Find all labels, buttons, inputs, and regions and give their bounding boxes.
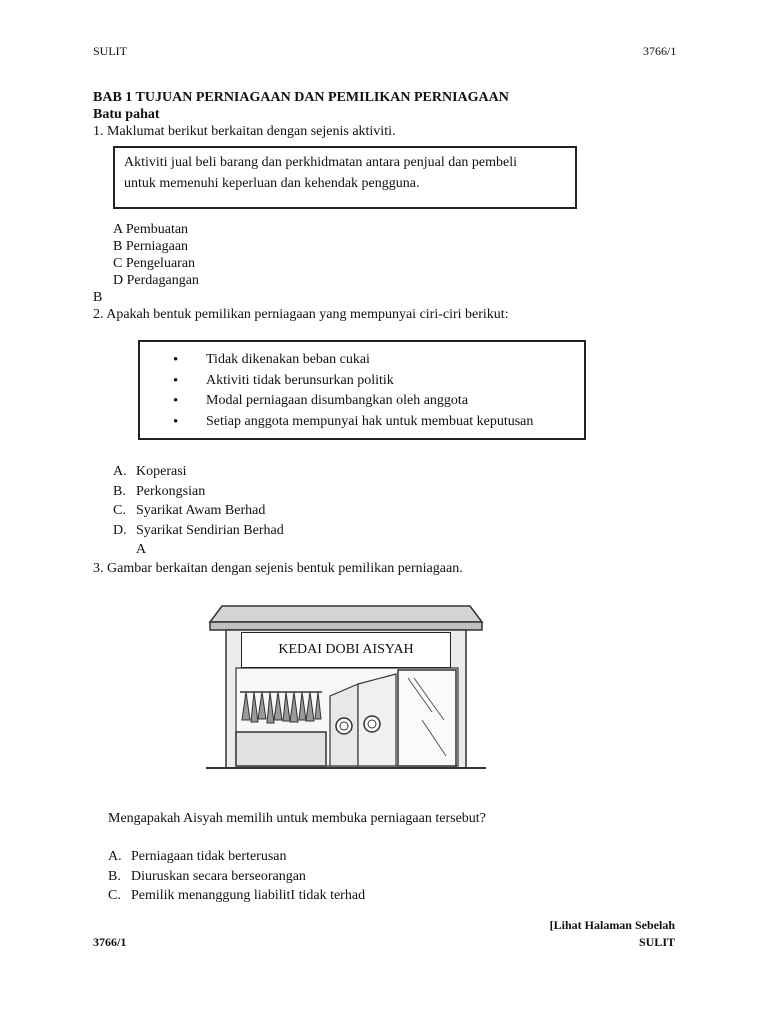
q2-options bbox=[113, 462, 284, 540]
option-letter: C. bbox=[108, 888, 121, 903]
q2-bullet: • Tidak dikenakan beban cukai bbox=[173, 350, 584, 371]
q1-question: 1. Maklumat berikut berkaitan dengan sejenis aktiviti. bbox=[93, 124, 396, 139]
laundry-shop-illustration bbox=[200, 600, 492, 778]
q2-characteristics-box bbox=[138, 340, 586, 440]
footer-classification: SULIT bbox=[638, 935, 675, 949]
chapter-title: BAB 1 TUJUAN PERNIAGAAN DAN PEMILIKAN PERNIAGAAN bbox=[93, 90, 509, 105]
q1-box-line: Aktiviti jual beli barang dan perkhidmatan antara penjual dan pembeli bbox=[124, 155, 518, 170]
q3-option-b bbox=[108, 868, 365, 885]
q1-option-b: B Perniagaan bbox=[113, 239, 189, 254]
option-letter: B. bbox=[113, 483, 126, 499]
header-paper-code: 3766/1 bbox=[643, 44, 677, 58]
q3-question: 3. Gambar berkaitan dengan sejenis bentuk pemilikan perniagaan. bbox=[93, 561, 463, 576]
q2-bullet: • Modal perniagaan disumbangkan oleh anggota bbox=[173, 391, 584, 412]
option-letter: C. bbox=[113, 503, 126, 518]
option-letter: B. bbox=[108, 868, 121, 884]
q3-options bbox=[108, 848, 365, 904]
q2-option-b bbox=[113, 482, 284, 502]
q3-option-a bbox=[108, 848, 365, 865]
footer-paper-code: 3766/1 bbox=[93, 935, 127, 949]
machine-door-icon bbox=[364, 716, 380, 732]
q3-option-c bbox=[108, 887, 365, 904]
option-letter: D. bbox=[113, 522, 127, 538]
q1-option-d: D Perdagangan bbox=[113, 273, 199, 288]
option-text: Pemilik menanggung liabilitI tidak terhad bbox=[131, 888, 366, 903]
option-text: Syarikat Sendirian Berhad bbox=[136, 522, 284, 538]
q1-option-c: C Pengeluaran bbox=[113, 256, 196, 271]
option-text: Diuruskan secara berseorangan bbox=[131, 868, 306, 884]
q2-question: 2. Apakah bentuk pemilikan perniagaan yang mempunyai ciri-ciri berikut: bbox=[93, 307, 509, 322]
option-text: Perkongsian bbox=[136, 483, 206, 499]
q2-option-a bbox=[113, 462, 284, 482]
shop-sign: KEDAI DOBI AISYAH bbox=[241, 632, 451, 668]
q2-answer: A bbox=[136, 542, 147, 557]
q2-bullet-list bbox=[173, 350, 584, 432]
q2-option-c bbox=[113, 501, 284, 521]
option-letter: A. bbox=[108, 849, 122, 864]
option-text: Syarikat Awam Berhad bbox=[136, 503, 266, 518]
q2-bullet: • Setiap anggota mempunyai hak untuk membuat keputusan bbox=[173, 412, 584, 433]
shop-counter bbox=[236, 732, 326, 766]
glass-door bbox=[398, 670, 456, 766]
option-text: Perniagaan tidak berterusan bbox=[131, 849, 287, 864]
q2-option-d bbox=[113, 521, 284, 541]
shop-roof-edge bbox=[210, 622, 482, 630]
q1-box-line: untuk memenuhi keperluan dan kehendak pengguna. bbox=[124, 176, 420, 191]
header-classification: SULIT bbox=[93, 44, 127, 58]
q1-option-a: A Pembuatan bbox=[113, 222, 189, 237]
section-title: Batu pahat bbox=[93, 107, 160, 122]
shop-roof bbox=[210, 606, 482, 622]
q3-subquestion: Mengapakah Aisyah memilih untuk membuka perniagaan tersebut? bbox=[108, 811, 486, 826]
option-text: Koperasi bbox=[136, 464, 187, 479]
machine-door-icon bbox=[336, 718, 352, 734]
q2-bullet: • Aktiviti tidak berunsurkan politik bbox=[173, 371, 584, 392]
q1-answer: B bbox=[93, 290, 103, 305]
footer-next-page: [Lihat Halaman Sebelah bbox=[549, 918, 675, 932]
option-letter: A. bbox=[113, 464, 127, 479]
q1-info-box bbox=[113, 146, 577, 209]
